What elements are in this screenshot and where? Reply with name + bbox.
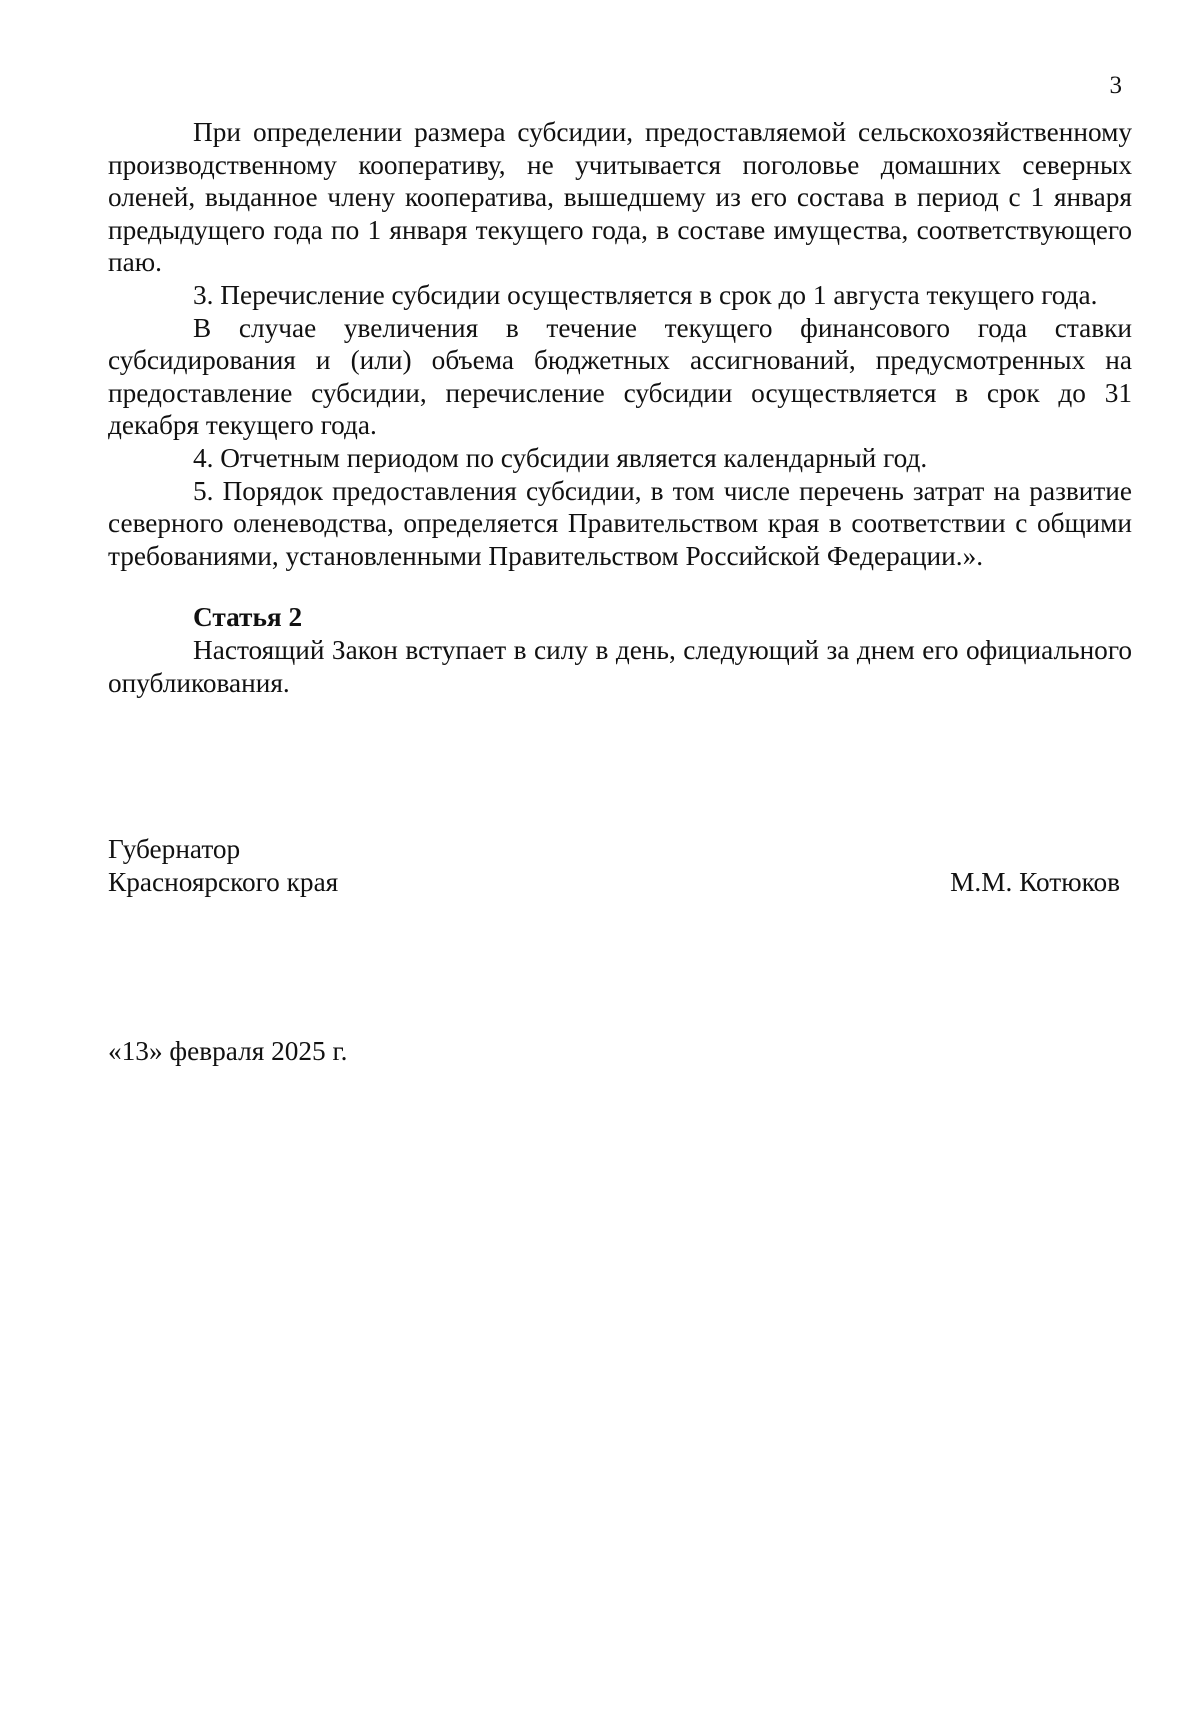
article-2 — [108, 601, 1132, 699]
signature-row — [108, 866, 1120, 899]
paragraph-increase-case: В случае увеличения в течение текущего финансового года ставки субсидирования и (или) объема бюджетных ассигнований, предусмотренных на предоставление субсидии, перечисление субсидии осуществляется в срок до 31 декабря текущего года. — [108, 312, 1132, 441]
signatory-position-line2: Красноярского края — [108, 866, 339, 897]
document-date: «13» февраля 2025 г. — [108, 1036, 348, 1066]
signature-block — [108, 833, 1120, 898]
article-text: Настоящий Закон вступает в силу в день, следующий за днем его официального опубликования. — [108, 634, 1132, 698]
paragraph-transfer-deadline: 3. Перечисление субсидии осуществляется в срок до 1 августа текущего года. — [193, 279, 1098, 310]
article-title: Статья 2 — [193, 602, 303, 633]
page-number: 3 — [1109, 72, 1122, 99]
signatory-position-line1: Губернатор — [108, 834, 241, 864]
signatory-name: М.М. Котюков — [950, 866, 1120, 897]
paragraph-procedure: 5. Порядок предоставления субсидии, в том числе перечень затрат на развитие северного оленеводства, определяется Правительством края в соответствии с общими требованиями, установленными Правительством Российской Федерации.». — [108, 475, 1132, 571]
paragraph-reporting-period: 4. Отчетным периодом по субсидии является календарный год. — [193, 442, 928, 473]
document-body — [108, 116, 1132, 699]
paragraph-subsidy-calculation: При определении размера субсидии, предоставляемой сельскохозяйственному производственному кооперативу, не учитывается поголовье домашних северных оленей, выданное члену кооператива, вышедшему из его состава в период с 1 января предыдущего года по 1 января текущего года, в составе имущества, соответствующего паю. — [108, 117, 1132, 278]
